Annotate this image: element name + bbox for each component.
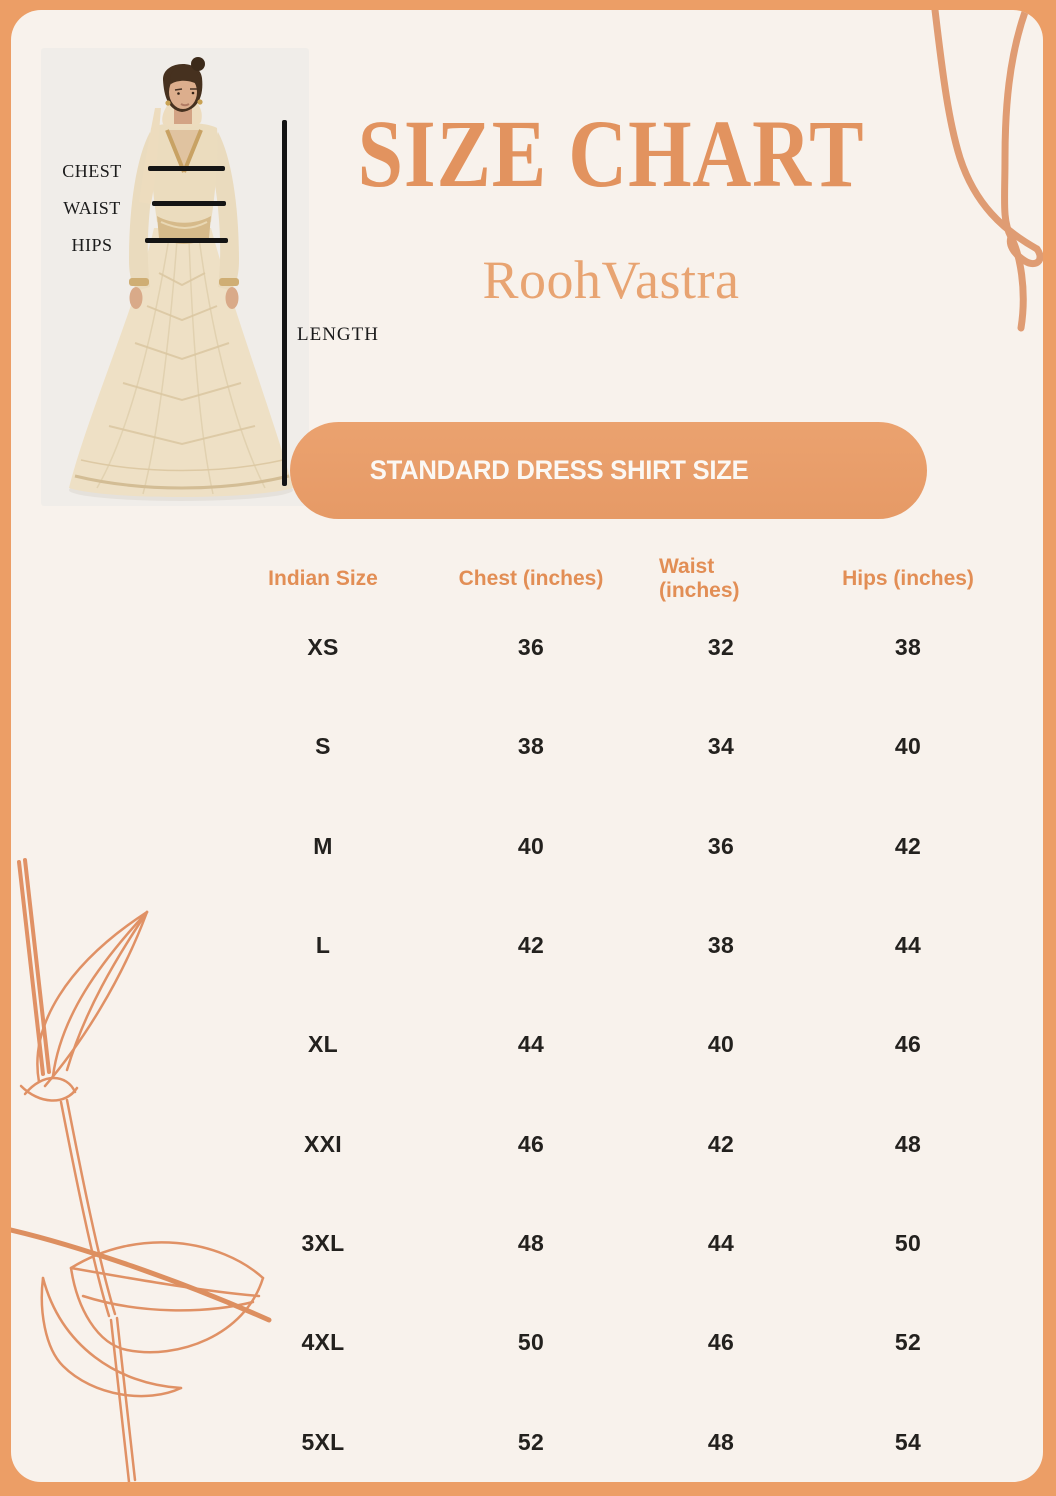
model-illustration (41, 48, 309, 506)
chest-cell: 52 (517, 1428, 545, 1455)
waist-cell: 40 (707, 1031, 735, 1058)
chest-cell: 36 (517, 634, 545, 661)
chest-label: CHEST (62, 161, 122, 181)
chest-measure-line (148, 166, 225, 171)
page-title: SIZE CHART (357, 100, 865, 207)
waist-cell: 46 (707, 1329, 735, 1356)
size-cell: 5XL (301, 1428, 345, 1455)
size-cell: L (315, 932, 331, 959)
size-cell: XXI (304, 1130, 342, 1157)
chest-cell: 40 (517, 832, 545, 859)
hips-measure-line (145, 238, 228, 243)
column-header-chest: Chest (inches) (458, 566, 604, 590)
waist-cell: 34 (707, 733, 735, 760)
length-label: LENGTH (297, 324, 379, 345)
size-table (243, 554, 1033, 1482)
page-frame (11, 10, 1043, 1482)
section-banner (290, 422, 927, 519)
hips-cell: 38 (894, 634, 922, 661)
model-photo (41, 48, 309, 506)
size-cell: XS (307, 634, 339, 661)
hips-cell: 54 (894, 1428, 922, 1455)
column-header-indian-size: Indian Size (268, 566, 378, 590)
column-header-hips: Hips (inches) (842, 566, 974, 590)
hips-cell: 42 (894, 832, 922, 859)
chest-cell: 38 (517, 733, 545, 760)
chest-cell: 50 (517, 1329, 545, 1356)
waist-measure-line (152, 201, 226, 206)
chest-cell: 42 (517, 932, 545, 959)
chest-cell: 44 (517, 1031, 545, 1058)
size-cell: S (315, 733, 331, 760)
hips-cell: 48 (894, 1130, 922, 1157)
hips-cell: 46 (894, 1031, 922, 1058)
waist-cell: 42 (707, 1130, 735, 1157)
size-cell: 3XL (301, 1229, 345, 1256)
brand-name: RoohVastra (482, 250, 740, 310)
size-cell: XL (308, 1031, 338, 1058)
waist-cell: 38 (707, 932, 735, 959)
chest-cell: 46 (517, 1130, 545, 1157)
hips-label: HIPS (71, 235, 113, 255)
size-cell: M (313, 832, 333, 859)
hips-cell: 52 (894, 1329, 922, 1356)
waist-cell: 36 (707, 832, 735, 859)
section-banner-label: STANDARD DRESS SHIRT SIZE (369, 455, 749, 485)
size-cell: 4XL (301, 1329, 345, 1356)
chest-cell: 48 (517, 1229, 545, 1256)
hips-cell: 44 (894, 932, 922, 959)
waist-cell: 44 (707, 1229, 735, 1256)
waist-cell: 48 (707, 1428, 735, 1455)
hips-cell: 50 (894, 1229, 922, 1256)
column-header-waist: Waist (inches) (659, 554, 740, 602)
waist-label: WAIST (63, 198, 121, 218)
hips-cell: 40 (894, 733, 922, 760)
waist-cell: 32 (707, 634, 735, 661)
